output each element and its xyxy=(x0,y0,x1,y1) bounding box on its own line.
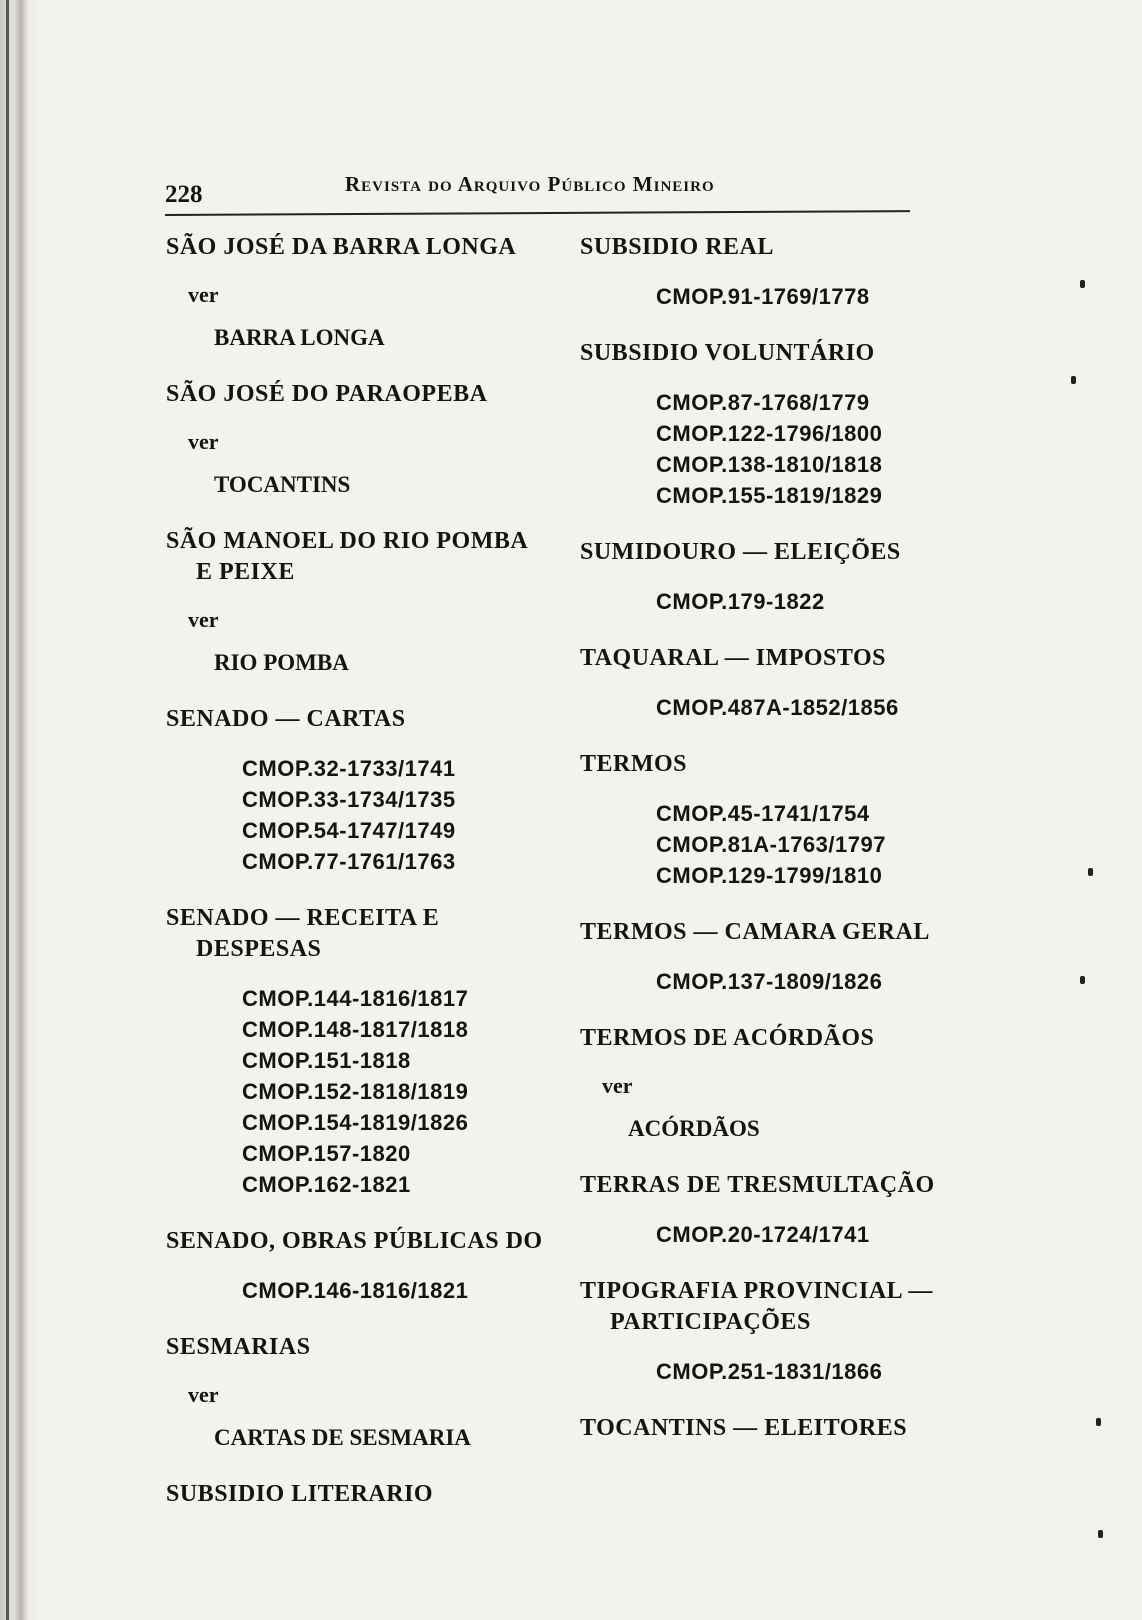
reference-code: CMOP.81A-1763/1797 xyxy=(656,832,886,857)
index-entry xyxy=(166,1226,586,1306)
scan-speck xyxy=(1080,976,1085,984)
reference-code: CMOP.77-1761/1763 xyxy=(242,849,456,874)
reference-list xyxy=(580,798,1000,891)
header-rule xyxy=(165,210,910,216)
running-title: Revista do Arquivo Público Mineiro xyxy=(345,172,715,196)
entry-heading-continuation: PARTICIPAÇÕES xyxy=(610,1309,811,1335)
spacer xyxy=(580,617,1000,643)
spacer xyxy=(580,511,1000,537)
index-entry xyxy=(166,526,586,678)
reference-code: CMOP.151-1818 xyxy=(242,1048,411,1073)
entry-heading xyxy=(166,526,586,588)
spacer xyxy=(166,1453,586,1479)
reference-code: CMOP.155-1819/1829 xyxy=(656,483,883,508)
index-entry xyxy=(580,917,1000,997)
entry-heading: TERMOS xyxy=(580,751,688,777)
index-entry xyxy=(166,903,586,1200)
index-entry xyxy=(166,1479,586,1510)
reference-code: CMOP.138-1810/1818 xyxy=(656,452,883,477)
scan-speck xyxy=(1071,376,1076,384)
spacer xyxy=(166,1200,586,1226)
entry-heading: SUMIDOURO — ELEIÇÕES xyxy=(580,539,901,565)
index-entry xyxy=(166,379,586,500)
reference-list xyxy=(166,753,586,877)
reference-code: CMOP.45-1741/1754 xyxy=(656,801,870,826)
entry-heading: SENADO — CARTAS xyxy=(166,706,406,732)
entry-heading: SUBSIDIO REAL xyxy=(580,234,774,260)
reference-list xyxy=(166,1275,586,1306)
see-reference-target: ACÓRDÃOS xyxy=(628,1116,760,1141)
index-entry xyxy=(580,1413,1000,1444)
see-reference-target: BARRA LONGA xyxy=(214,325,385,350)
reference-code: CMOP.122-1796/1800 xyxy=(656,421,883,446)
spacer xyxy=(580,312,1000,338)
reference-code: CMOP.137-1809/1826 xyxy=(656,969,883,994)
reference-list xyxy=(580,281,1000,312)
reference-code: CMOP.54-1747/1749 xyxy=(242,818,456,843)
reference-code: CMOP.144-1816/1817 xyxy=(242,986,469,1011)
index-entry xyxy=(580,1023,1000,1144)
index-column-right xyxy=(580,232,1000,1444)
spacer xyxy=(580,1144,1000,1170)
entry-heading-text: TIPOGRAFIA PROVINCIAL — xyxy=(580,1278,933,1304)
entry-heading: SÃO JOSÉ DO PARAOPEBA xyxy=(166,381,488,407)
spacer xyxy=(580,1387,1000,1413)
entry-heading: TAQUARAL — IMPOSTOS xyxy=(580,645,886,671)
reference-code: CMOP.154-1819/1826 xyxy=(242,1110,469,1135)
spacer xyxy=(580,997,1000,1023)
binding-shadow-line xyxy=(6,0,9,1620)
reference-code: CMOP.251-1831/1866 xyxy=(656,1359,883,1384)
scan-speck xyxy=(1096,1418,1101,1426)
reference-list xyxy=(580,966,1000,997)
see-reference-label: ver xyxy=(188,429,219,454)
reference-code: CMOP.179-1822 xyxy=(656,589,825,614)
entry-heading: SÃO JOSÉ DA BARRA LONGA xyxy=(166,234,517,260)
see-reference-label: ver xyxy=(602,1073,633,1098)
index-entry xyxy=(166,704,586,877)
index-entry xyxy=(580,749,1000,891)
entry-heading: TERRAS DE TRESMULTAÇÃO xyxy=(580,1172,935,1198)
reference-code: CMOP.91-1769/1778 xyxy=(656,284,870,309)
entry-heading: SESMARIAS xyxy=(166,1334,311,1360)
entry-heading-continuation: E PEIXE xyxy=(196,559,295,585)
entry-heading: SENADO, OBRAS PÚBLICAS DO xyxy=(166,1228,543,1254)
entry-heading: TOCANTINS — ELEITORES xyxy=(580,1415,908,1441)
reference-code: CMOP.33-1734/1735 xyxy=(242,787,456,812)
entry-heading-text: SÃO MANOEL DO RIO POMBA xyxy=(166,528,529,554)
spacer xyxy=(580,891,1000,917)
see-reference-label: ver xyxy=(188,607,219,632)
entry-heading-text: SENADO — RECEITA E xyxy=(166,905,440,931)
scan-speck xyxy=(1080,280,1085,288)
reference-list xyxy=(580,692,1000,723)
see-reference-label: ver xyxy=(188,1382,219,1407)
see-reference-target: RIO POMBA xyxy=(214,650,349,675)
index-entry xyxy=(580,1170,1000,1250)
index-entry xyxy=(580,643,1000,723)
spacer xyxy=(580,723,1000,749)
reference-code: CMOP.129-1799/1810 xyxy=(656,863,883,888)
index-entry xyxy=(166,1332,586,1453)
reference-code: CMOP.152-1818/1819 xyxy=(242,1079,469,1104)
spacer xyxy=(166,1306,586,1332)
entry-heading xyxy=(166,903,586,965)
index-entry xyxy=(580,537,1000,617)
reference-list xyxy=(580,387,1000,511)
page-number: 228 xyxy=(165,181,203,208)
reference-code: CMOP.87-1768/1779 xyxy=(656,390,870,415)
index-column-left xyxy=(166,232,586,1510)
index-entry xyxy=(166,232,586,353)
scan-speck xyxy=(1088,868,1093,876)
reference-code: CMOP.487A-1852/1856 xyxy=(656,695,899,720)
see-reference-label: ver xyxy=(188,282,219,307)
spacer xyxy=(166,877,586,903)
index-entry xyxy=(580,232,1000,312)
entry-heading-continuation: DESPESAS xyxy=(196,936,322,962)
reference-code: CMOP.157-1820 xyxy=(242,1141,411,1166)
spacer xyxy=(166,500,586,526)
entry-heading: TERMOS DE ACÓRDÃOS xyxy=(580,1025,875,1051)
scan-speck xyxy=(1098,1530,1103,1538)
reference-code: CMOP.32-1733/1741 xyxy=(242,756,456,781)
spacer xyxy=(580,1250,1000,1276)
entry-heading xyxy=(580,1276,1000,1338)
reference-code: CMOP.148-1817/1818 xyxy=(242,1017,469,1042)
entry-heading: SUBSIDIO VOLUNTÁRIO xyxy=(580,340,875,366)
entry-heading: TERMOS — CAMARA GERAL xyxy=(580,919,930,945)
entry-heading: SUBSIDIO LITERARIO xyxy=(166,1481,434,1507)
spacer xyxy=(166,678,586,704)
reference-list xyxy=(166,983,586,1200)
reference-code: CMOP.162-1821 xyxy=(242,1172,411,1197)
reference-list xyxy=(580,586,1000,617)
reference-list xyxy=(580,1356,1000,1387)
reference-code: CMOP.146-1816/1821 xyxy=(242,1278,469,1303)
spacer xyxy=(166,353,586,379)
index-entry xyxy=(580,1276,1000,1387)
see-reference-target: TOCANTINS xyxy=(214,472,351,497)
index-entry xyxy=(580,338,1000,511)
see-reference-target: CARTAS DE SESMARIA xyxy=(214,1425,471,1450)
reference-list xyxy=(580,1219,1000,1250)
reference-code: CMOP.20-1724/1741 xyxy=(656,1222,870,1247)
